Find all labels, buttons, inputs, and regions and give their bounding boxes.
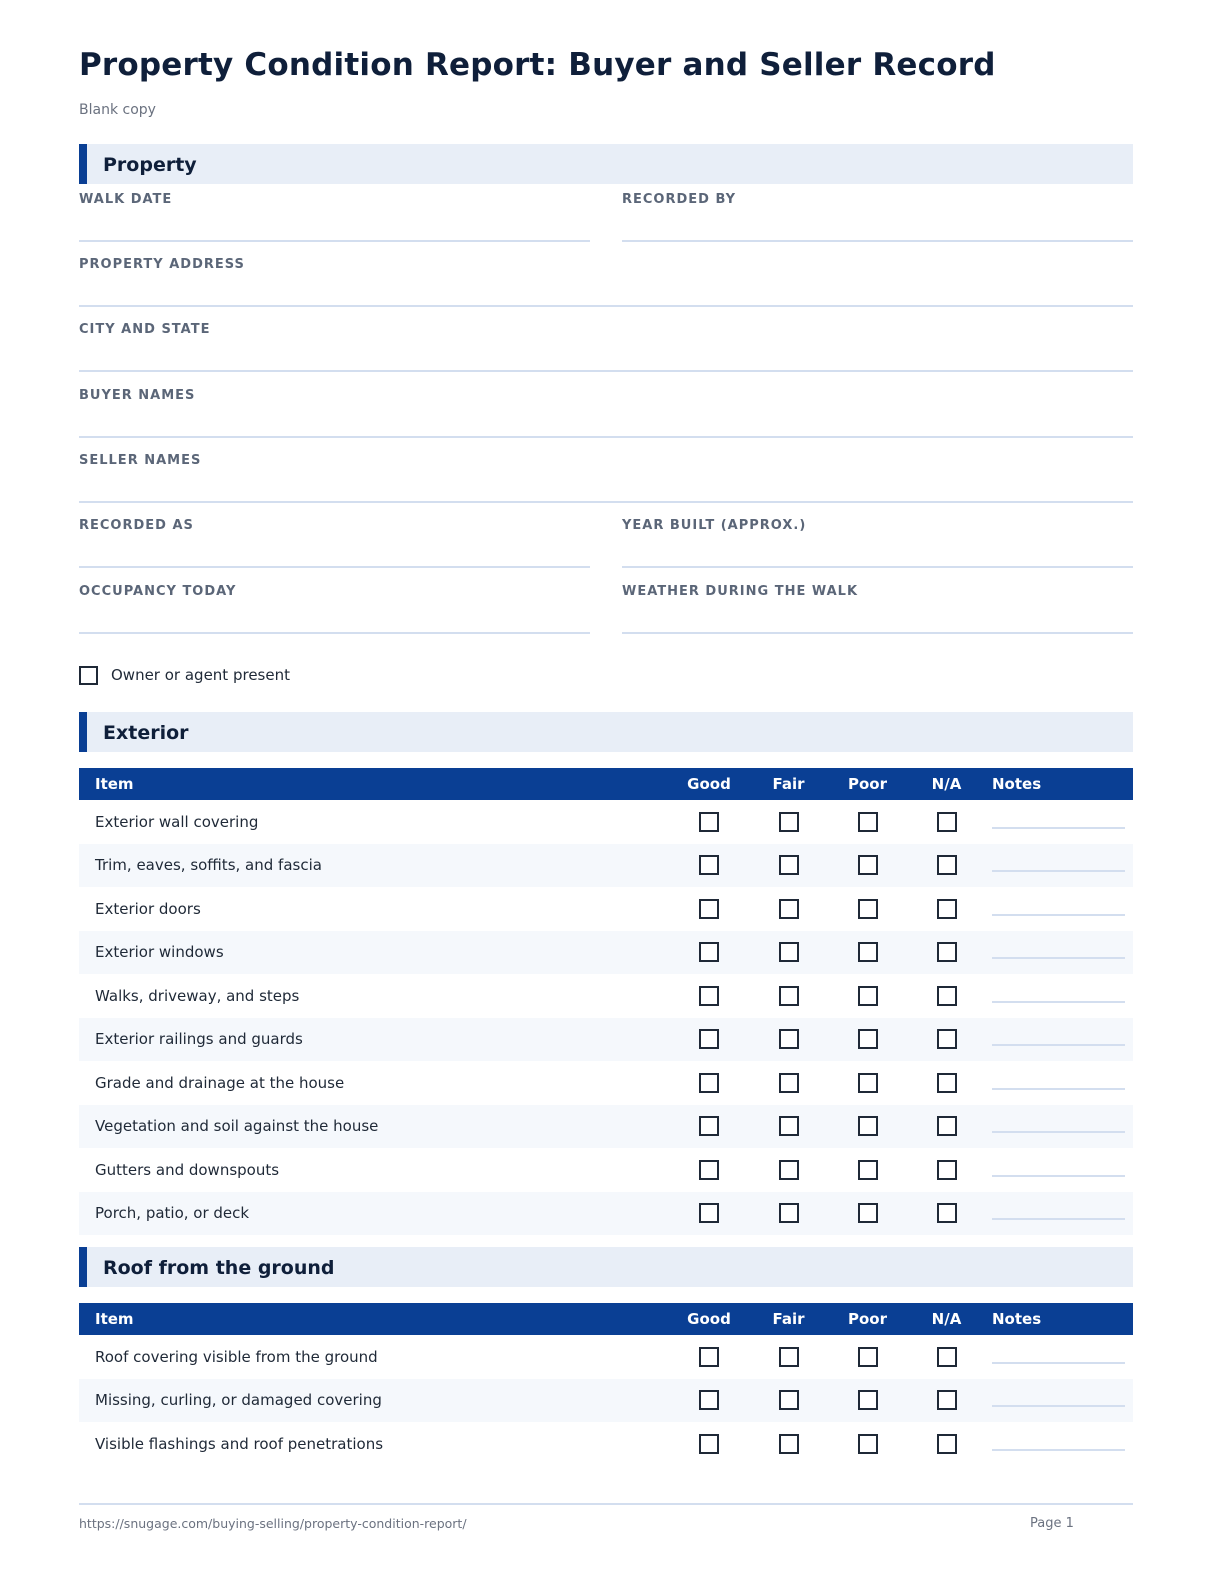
cell-poor [828, 931, 907, 975]
table-header-row [79, 1303, 1133, 1335]
cell-na [907, 1061, 986, 1105]
checkbox-fair[interactable] [779, 1029, 799, 1049]
weather-field[interactable] [622, 584, 1133, 634]
cell-fair [749, 931, 828, 975]
cell-good [669, 1018, 749, 1062]
checkbox-good[interactable] [699, 1434, 719, 1454]
col-header-notes: Notes [986, 768, 1133, 800]
checkbox-poor[interactable] [858, 942, 878, 962]
item-label: Exterior doors [95, 899, 201, 918]
field-label: WALK DATE [79, 192, 173, 207]
checkbox-fair[interactable] [779, 1347, 799, 1367]
cell-na [907, 1192, 986, 1236]
cell-poor [828, 1422, 907, 1466]
checkbox-poor[interactable] [858, 1347, 878, 1367]
cell-poor [828, 887, 907, 931]
cell-notes [986, 800, 1133, 844]
section-header-roof [79, 1247, 1133, 1287]
cell-good [669, 844, 749, 888]
cell-na [907, 844, 986, 888]
cell-fair [749, 1422, 828, 1466]
item-label: Gutters and downspouts [95, 1160, 280, 1179]
cell-poor [828, 844, 907, 888]
cell-poor [828, 1105, 907, 1149]
table-row [79, 1335, 1133, 1379]
notes-field[interactable] [992, 1218, 1125, 1220]
cell-fair [749, 887, 828, 931]
notes-field[interactable] [992, 1449, 1125, 1451]
checkbox-good[interactable] [699, 1347, 719, 1367]
table-row [79, 1379, 1133, 1423]
cell-notes [986, 844, 1133, 888]
cell-good [669, 1379, 749, 1423]
exterior-table [79, 768, 1133, 1235]
table-row [79, 844, 1133, 888]
checkbox-na[interactable] [937, 899, 957, 919]
cell-poor [828, 1061, 907, 1105]
col-header-na: N/A [907, 1303, 986, 1335]
col-header-notes: Notes [986, 1303, 1133, 1335]
section-title: Exterior [103, 722, 189, 744]
notes-field[interactable] [992, 957, 1125, 959]
table-row [79, 1422, 1133, 1466]
cell-fair [749, 1148, 828, 1192]
checkbox-good[interactable] [699, 855, 719, 875]
cell-notes [986, 1192, 1133, 1236]
notes-field[interactable] [992, 1175, 1125, 1177]
item-label: Exterior railings and guards [79, 1018, 669, 1062]
checkbox-fair[interactable] [779, 986, 799, 1006]
cell-notes [986, 1379, 1133, 1423]
table-row [79, 1018, 1133, 1062]
checkbox-na[interactable] [937, 855, 957, 875]
checkbox-poor[interactable] [858, 899, 878, 919]
cell-good [669, 800, 749, 844]
year-built-field[interactable] [622, 518, 1133, 568]
cell-good [669, 1335, 749, 1379]
checkbox-na[interactable] [937, 1434, 957, 1454]
cell-notes [986, 1105, 1133, 1149]
cell-na [907, 1018, 986, 1062]
checkbox-poor[interactable] [858, 1203, 878, 1223]
notes-field[interactable] [992, 1044, 1125, 1046]
cell-poor [828, 1148, 907, 1192]
cell-notes [986, 1148, 1133, 1192]
checkbox-poor[interactable] [858, 1160, 878, 1180]
checkbox-poor[interactable] [858, 1116, 878, 1136]
checkbox-na[interactable] [937, 1116, 957, 1136]
field-label: RECORDED AS [79, 518, 194, 533]
checkbox-fair[interactable] [779, 855, 799, 875]
col-header-good: Good [669, 1303, 749, 1335]
checkbox-na[interactable] [937, 1390, 957, 1410]
cell-fair [749, 1018, 828, 1062]
checkbox-na[interactable] [937, 1073, 957, 1093]
checkbox-fair[interactable] [779, 942, 799, 962]
item-label: Exterior windows [79, 931, 669, 975]
recorded-as-field[interactable] [79, 518, 590, 568]
buyer-names-field[interactable] [79, 388, 1133, 438]
cell-poor [828, 800, 907, 844]
section-header-exterior [79, 712, 1133, 752]
cell-fair [749, 1105, 828, 1149]
cell-fair [749, 1379, 828, 1423]
cell-fair [749, 1335, 828, 1379]
checkbox-poor[interactable] [858, 986, 878, 1006]
footer-divider [79, 1503, 1133, 1505]
item-label: Vegetation and soil against the house [79, 1105, 669, 1149]
item-label: Trim, eaves, soffits, and fascia [79, 844, 669, 888]
cell-na [907, 931, 986, 975]
checkbox-na[interactable] [937, 1347, 957, 1367]
checkbox-poor[interactable] [858, 855, 878, 875]
notes-field[interactable] [992, 1362, 1125, 1364]
recorded-by-field[interactable] [622, 192, 1133, 242]
cell-good [669, 1148, 749, 1192]
cell-notes [986, 974, 1133, 1018]
section-header-property [79, 144, 1133, 184]
field-label: RECORDED BY [622, 192, 737, 207]
checkbox-good[interactable] [699, 812, 719, 832]
item-label: Visible flashings and roof penetrations [95, 1434, 384, 1453]
field-label: CITY AND STATE [79, 322, 211, 337]
cell-good [669, 1105, 749, 1149]
table-row [79, 887, 1133, 931]
col-header-poor: Poor [828, 1303, 907, 1335]
section-title: Roof from the ground [103, 1257, 335, 1279]
cell-good [669, 1422, 749, 1466]
col-header-fair: Fair [749, 768, 828, 800]
occupancy-field[interactable] [79, 584, 590, 634]
field-label: PROPERTY ADDRESS [79, 257, 245, 272]
item-label: Roof covering visible from the ground [95, 1347, 378, 1366]
checkbox-fair[interactable] [779, 1390, 799, 1410]
cell-na [907, 800, 986, 844]
cell-na [907, 974, 986, 1018]
field-label: SELLER NAMES [79, 453, 202, 468]
cell-na [907, 1335, 986, 1379]
cell-fair [749, 1192, 828, 1236]
cell-poor [828, 974, 907, 1018]
cell-good [669, 887, 749, 931]
notes-field[interactable] [992, 1001, 1125, 1003]
field-label: YEAR BUILT (APPROX.) [622, 518, 807, 533]
checkbox-poor[interactable] [858, 812, 878, 832]
item-label: Missing, curling, or damaged covering [79, 1379, 669, 1423]
city-state-field[interactable] [79, 322, 1133, 372]
cell-notes [986, 887, 1133, 931]
walk-date-field[interactable] [79, 192, 590, 242]
table-row [79, 1061, 1133, 1105]
checkbox-good[interactable] [699, 1390, 719, 1410]
checkbox-poor[interactable] [858, 1029, 878, 1049]
notes-field[interactable] [992, 1405, 1125, 1407]
cell-good [669, 931, 749, 975]
col-header-good: Good [669, 768, 749, 800]
checkbox-fair[interactable] [779, 1203, 799, 1223]
table-row [79, 800, 1133, 844]
item-label: Porch, patio, or deck [79, 1192, 669, 1236]
checkbox-good[interactable] [699, 1116, 719, 1136]
col-header-item: Item [79, 768, 669, 800]
checkbox-fair[interactable] [779, 1160, 799, 1180]
table-row [79, 931, 1133, 975]
cell-na [907, 1148, 986, 1192]
field-label: BUYER NAMES [79, 388, 196, 403]
cell-good [669, 974, 749, 1018]
checkbox-good[interactable] [699, 1073, 719, 1093]
checkbox-poor[interactable] [858, 1390, 878, 1410]
cell-fair [749, 974, 828, 1018]
field-label: WEATHER DURING THE WALK [622, 584, 859, 599]
checkbox-fair[interactable] [779, 1073, 799, 1093]
notes-field[interactable] [992, 870, 1125, 872]
cell-na [907, 1105, 986, 1149]
owner-present-label: Owner or agent present [111, 666, 290, 684]
table-header-row [79, 768, 1133, 800]
checkbox-poor[interactable] [858, 1073, 878, 1093]
cell-notes [986, 1335, 1133, 1379]
table-row [79, 1105, 1133, 1149]
cell-na [907, 887, 986, 931]
notes-field[interactable] [992, 914, 1125, 916]
page-subtitle: Blank copy [79, 102, 156, 118]
checkbox-na[interactable] [937, 1203, 957, 1223]
checkbox-na[interactable] [937, 1029, 957, 1049]
cell-notes [986, 1061, 1133, 1105]
notes-field[interactable] [992, 1088, 1125, 1090]
col-header-na: N/A [907, 768, 986, 800]
cell-poor [828, 1379, 907, 1423]
seller-names-field[interactable] [79, 453, 1133, 503]
section-title: Property [103, 154, 197, 176]
checkbox-na[interactable] [937, 812, 957, 832]
item-label: Exterior wall covering [95, 812, 259, 831]
col-header-poor: Poor [828, 768, 907, 800]
cell-poor [828, 1192, 907, 1236]
cell-good [669, 1192, 749, 1236]
checkbox-fair[interactable] [779, 812, 799, 832]
cell-fair [749, 844, 828, 888]
checkbox-good[interactable] [699, 942, 719, 962]
field-label: OCCUPANCY TODAY [79, 584, 237, 599]
cell-poor [828, 1018, 907, 1062]
checkbox-fair[interactable] [779, 1434, 799, 1454]
cell-notes [986, 931, 1133, 975]
item-label: Walks, driveway, and steps [95, 986, 300, 1005]
owner-present-checkbox[interactable] [79, 666, 98, 685]
checkbox-good[interactable] [699, 1160, 719, 1180]
roof-table [79, 1303, 1133, 1466]
checkbox-good[interactable] [699, 1029, 719, 1049]
checkbox-poor[interactable] [858, 1434, 878, 1454]
checkbox-good[interactable] [699, 1203, 719, 1223]
table-row [79, 1192, 1133, 1236]
notes-field[interactable] [992, 1131, 1125, 1133]
table-row [79, 1148, 1133, 1192]
notes-field[interactable] [992, 827, 1125, 829]
checkbox-na[interactable] [937, 986, 957, 1006]
property-address-field[interactable] [79, 257, 1133, 307]
cell-poor [828, 1335, 907, 1379]
cell-na [907, 1379, 986, 1423]
checkbox-fair[interactable] [779, 899, 799, 919]
checkbox-na[interactable] [937, 942, 957, 962]
checkbox-good[interactable] [699, 986, 719, 1006]
checkbox-na[interactable] [937, 1160, 957, 1180]
cell-fair [749, 800, 828, 844]
checkbox-good[interactable] [699, 899, 719, 919]
item-label: Grade and drainage at the house [95, 1073, 345, 1092]
cell-good [669, 1061, 749, 1105]
footer-url[interactable]: https://snugage.com/buying-selling/property-condition-report/ [79, 1516, 467, 1531]
col-header-item: Item [79, 1303, 669, 1335]
cell-fair [749, 1061, 828, 1105]
cell-notes [986, 1018, 1133, 1062]
col-header-fair: Fair [749, 1303, 828, 1335]
cell-na [907, 1422, 986, 1466]
page-title: Property Condition Report: Buyer and Seller Record [79, 47, 996, 83]
page-number: Page 1 [1030, 1516, 1074, 1531]
cell-notes [986, 1422, 1133, 1466]
checkbox-fair[interactable] [779, 1116, 799, 1136]
table-row [79, 974, 1133, 1018]
